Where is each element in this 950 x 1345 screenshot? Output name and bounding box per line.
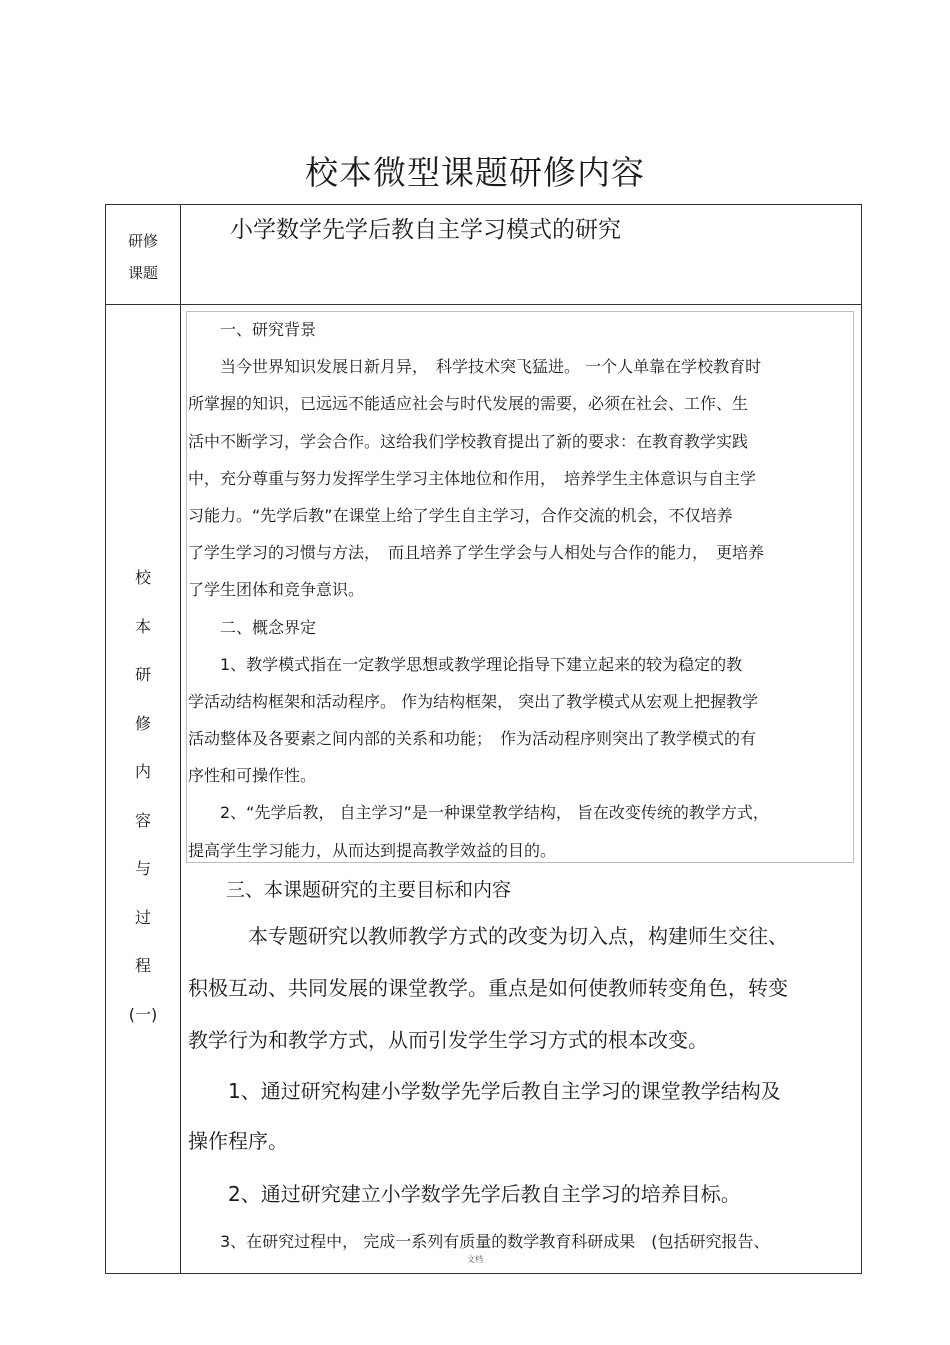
text-line: 三、本课题研究的主要目标和内容 <box>188 879 512 901</box>
side-label-char: 修 <box>134 713 151 733</box>
label-topic <box>106 225 180 289</box>
text-line: 习能力。“先学后教”在课堂上给了学生自主学习，合作交流的机会，不仅培养 <box>188 505 733 525</box>
form-table <box>105 204 862 1274</box>
side-label-char: 程 <box>134 956 151 975</box>
text-line: 学活动结构框架和活动程序。 作为结构框架， 突出了教学模式从宏观上把握教学 <box>188 691 759 711</box>
text-line: 本专题研究以教师教学方式的改变为切入点，构建师生交往、 <box>188 924 788 948</box>
inner-text <box>188 311 860 869</box>
text-line: 活动整体及各要素之间内部的关系和功能； 作为活动程序则突出了教学模式的有 <box>188 729 757 749</box>
text-line: 了学生团体和竞争意识。 <box>188 580 365 600</box>
text-line: 活中不断学习，学会合作。这给我们学校教育提出了新的要求：在教育教学实践 <box>188 431 749 451</box>
label-topic-line: 研修 <box>127 232 158 250</box>
side-label-char: (一) <box>128 1004 158 1024</box>
text-line: 3、在研究过程中， 完成一系列有质量的数学教育科研成果 (包括研究报告、 <box>188 1232 770 1251</box>
text-line: 操作程序。 <box>188 1129 288 1153</box>
text-line: 当今世界知识发展日新月异， 科学技术突飞猛进。 一个人单靠在学校教育时 <box>188 357 762 377</box>
text-line: 所掌握的知识，已远远不能适应社会与时代发展的需要，必须在社会、工作、生 <box>188 394 749 414</box>
side-label-char: 内 <box>134 762 151 781</box>
text-line: 了学生学习的习惯与方法， 而且培养了学生学会与人相处与合作的能力， 更培养 <box>188 543 765 563</box>
text-line: 一、研究背景 <box>188 320 317 339</box>
text-line: 中，充分尊重与努力发挥学生学习主体地位和作用， 培养学生主体意识与自主学 <box>188 468 757 488</box>
page-title: 校本微型课题研修内容 <box>305 153 645 192</box>
text-line: 二、概念界定 <box>188 617 317 637</box>
text-line: 1、通过研究构建小学数学先学后教自主学习的课堂教学结构及 <box>188 1079 781 1103</box>
column-divider <box>180 205 181 1273</box>
side-label-char: 本 <box>134 616 151 636</box>
text-line: 1、教学模式指在一定教学思想或教学理论指导下建立起来的较为稳定的教 <box>188 654 743 674</box>
text-line: 序性和可操作性。 <box>188 766 317 786</box>
text-line: 教学行为和教学方式，从而引发学生学习方式的根本改变。 <box>188 1028 708 1052</box>
text-line: 2、“先学后教， 自主学习”是一种课堂教学结构， 旨在改变传统的教学方式， <box>188 803 769 823</box>
page-footer: 文档 <box>467 1255 483 1264</box>
text-line: 2、通过研究建立小学数学先学后教自主学习的培养目标。 <box>188 1182 741 1206</box>
side-label-char: 研 <box>134 665 151 684</box>
side-label-char: 容 <box>134 810 151 830</box>
outer-text <box>188 870 860 1262</box>
label-topic-line: 课题 <box>127 264 158 282</box>
topic-title: 小学数学先学后教自主学习模式的研究 <box>230 217 621 243</box>
text-line: 积极互动、共同发展的课堂教学。重点是如何使教师转变角色，转变 <box>188 976 788 1000</box>
side-label-char: 校 <box>134 568 151 587</box>
side-label <box>106 565 180 1050</box>
side-label-char: 与 <box>134 859 151 878</box>
text-line: 提高学生学习能力，从而达到提高教学效益的目的。 <box>188 840 557 860</box>
side-label-char: 过 <box>134 907 151 927</box>
row-divider <box>106 304 861 305</box>
